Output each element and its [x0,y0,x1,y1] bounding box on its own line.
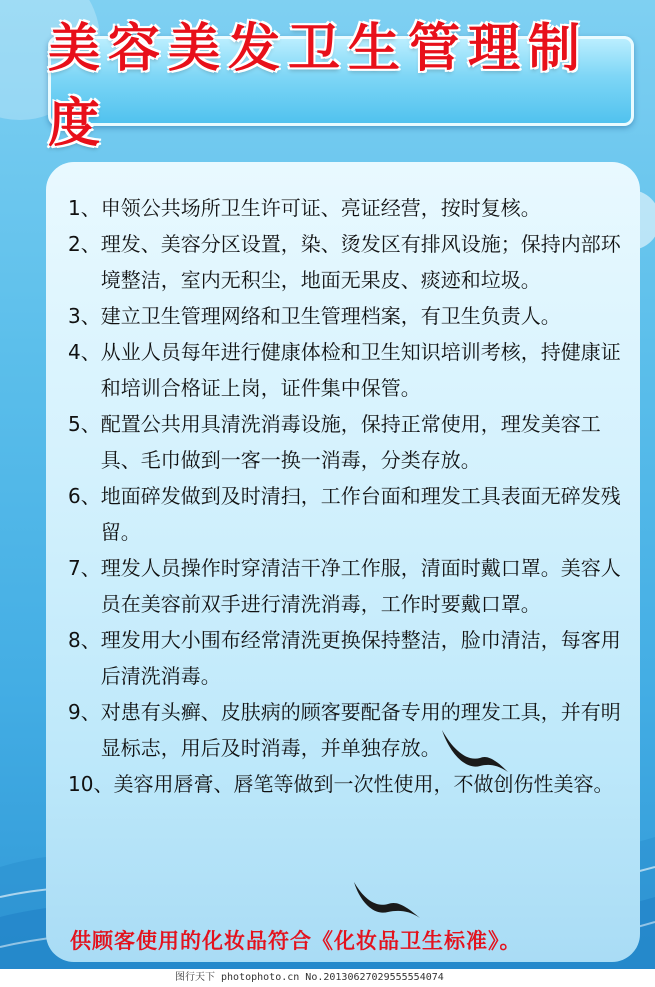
rule-item [68,478,628,550]
rule-text: 美容用唇膏、唇笔等做到一次性使用，不做创伤性美容。 [113,772,614,796]
rule-text: 理发、美容分区设置，染、烫发区有排风设施；保持内部环境整洁，室内无积尘，地面无果皮、痰迹和垃圾。 [100,232,621,292]
footer-note: 供顾客使用的化妆品符合《化妆品卫生标准》。 [70,928,522,953]
title-banner [48,18,634,154]
rule-item [68,334,628,406]
rule-item [68,298,628,334]
rule-item [68,550,628,622]
seagull-icon [440,728,510,776]
rule-number: 10、 [68,772,114,796]
rule-text: 配置公共用具清洗消毒设施，保持正常使用，理发美容工具、毛巾做到一客一换一消毒，分类存放。 [100,412,601,472]
rule-text: 申领公共场所卫生许可证、亮证经营，按时复核。 [100,196,541,220]
rule-item [68,622,628,694]
rule-text: 理发人员操作时穿清洁干净工作服，清面时戴口罩。美容人员在美容前双手进行清洗消毒，工作时要戴口罩。 [100,556,621,616]
rule-number: 9、 [68,700,101,724]
rule-number: 5、 [68,412,101,436]
rule-number: 6、 [68,484,101,508]
rule-number: 4、 [68,340,101,364]
rules-list [68,190,628,802]
rule-text: 地面碎发做到及时清扫，工作台面和理发工具表面无碎发残留。 [100,484,621,544]
watermark: 图行天下 photophoto.cn No.20130627029555554074 [0,969,655,987]
rule-item [68,406,628,478]
rule-item [68,190,628,226]
rule-number: 3、 [68,304,101,328]
page-title: 美容美发卫生管理制度 [48,18,589,154]
rule-text: 理发用大小围布经常清洗更换保持整洁，脸巾清洁，每客用后清洗消毒。 [100,628,621,688]
rule-item [68,226,628,298]
rule-text: 从业人员每年进行健康体检和卫生知识培训考核，持健康证和培训合格证上岗，证件集中保管。 [100,340,621,400]
rule-number: 7、 [68,556,101,580]
seagull-icon [352,880,422,920]
rule-number: 1、 [68,196,101,220]
rule-item [68,766,628,802]
rule-text: 对患有头癣、皮肤病的顾客要配备专用的理发工具，并有明显标志，用后及时消毒，并单独存放。 [100,700,621,760]
rule-number: 2、 [68,232,101,256]
rule-number: 8、 [68,628,101,652]
rule-item [68,694,628,766]
rule-text: 建立卫生管理网络和卫生管理档案，有卫生负责人。 [100,304,561,328]
